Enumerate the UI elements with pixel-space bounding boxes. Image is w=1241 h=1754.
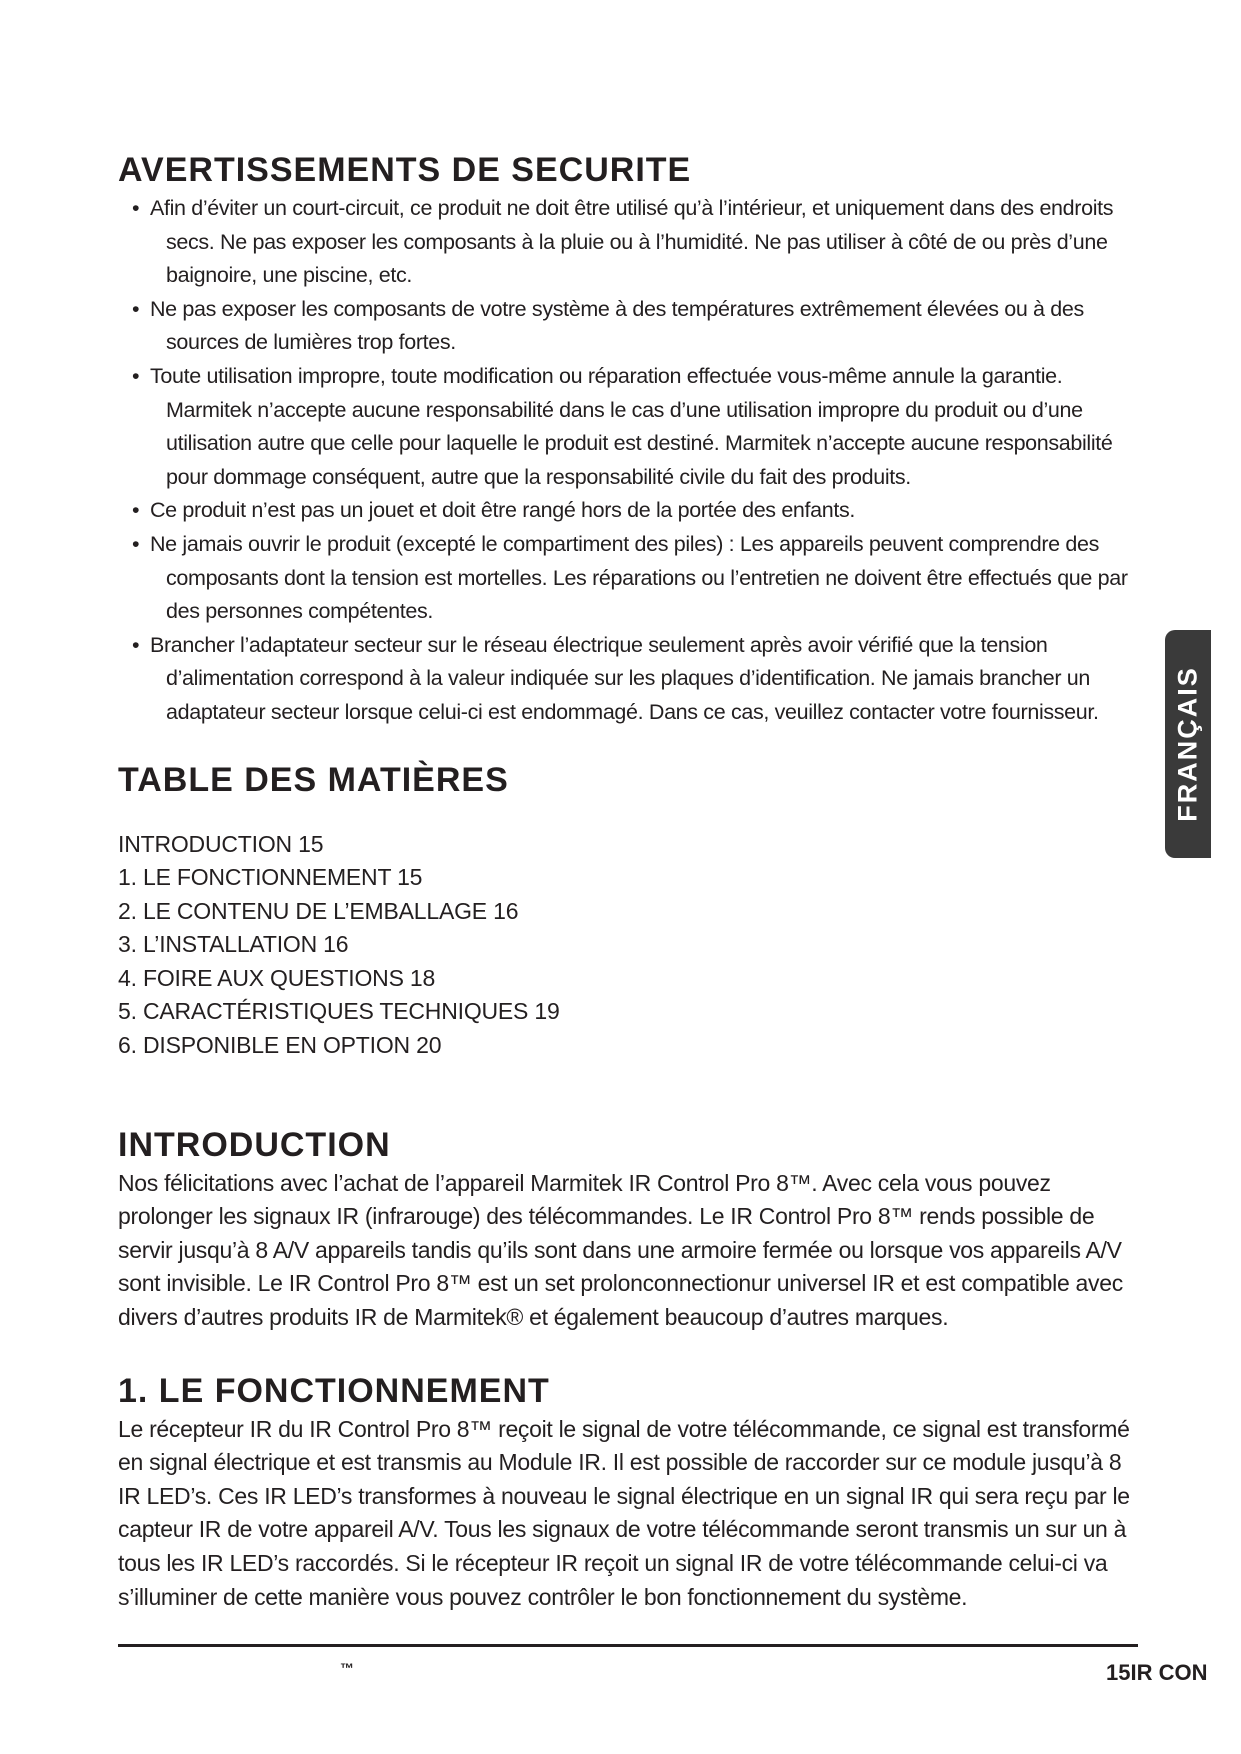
footer-page-label: 15IR CON xyxy=(1106,1660,1208,1685)
warnings-list xyxy=(118,192,1138,730)
warning-item xyxy=(118,629,1138,730)
fonctionnement-title: 1. LE FONCTIONNEMENT xyxy=(118,1371,550,1410)
bullet-icon: • xyxy=(132,196,140,220)
toc-title: TABLE DES MATIÈRES xyxy=(118,760,509,799)
bullet-icon: • xyxy=(132,531,140,556)
table-of-contents xyxy=(118,828,1138,1063)
warnings-title: AVERTISSEMENTS DE SECURITE xyxy=(118,151,692,189)
footer-divider xyxy=(118,1644,1138,1647)
toc-item-introduction: INTRODUCTION 15 xyxy=(118,830,324,857)
bullet-icon: • xyxy=(132,363,140,388)
footer-trademark: ™ xyxy=(340,1660,354,1676)
language-tab xyxy=(1165,630,1211,858)
toc-item-option: 6. DISPONIBLE EN OPTION 20 xyxy=(118,1032,442,1059)
warning-text: Toute utilisation impropre, toute modification ou réparation effectuée vous-même annule la garantie. Marmitek n’accepte aucune responsabilité dans le cas d’une utilisation impropre du produit ou d’une utilisation autre que celle pour laquelle le produit est destiné. Marmitek n’accepte aucune responsabilité pour dommage conséquent, autre que la responsabilité civile du fait des produits. xyxy=(150,363,1113,489)
toc-item-faq: 4. FOIRE AUX QUESTIONS 18 xyxy=(118,964,436,991)
bullet-icon: • xyxy=(132,498,140,523)
warning-text: Brancher l’adaptateur secteur sur le réseau électrique seulement après avoir vérifié que la tension d’alimentation correspond à la valeur indiquée sur les plaques d’identification. Ne jamais brancher un adaptateur secteur lorsque celui-ci est endommagé. Dans ce cas, veuillez contacter votre fournisseur. xyxy=(150,632,1099,724)
introduction-title: INTRODUCTION xyxy=(118,1125,391,1164)
toc-item-contenu: 2. LE CONTENU DE L’EMBALLAGE 16 xyxy=(118,897,519,924)
warning-text: Afin d’éviter un court-circuit, ce produit ne doit être utilisé qu’à l’intérieur, et uniquement dans des endroits secs. Ne pas exposer les composants à la pluie ou à l’humidité. Ne pas utiliser à côté de ou près d’une baignoire, une piscine, etc. xyxy=(150,196,1114,288)
language-tab-label: FRANÇAIS xyxy=(1172,666,1203,822)
toc-item-caracteristiques: 5. CARACTÉRISTIQUES TECHNIQUES 19 xyxy=(118,998,560,1025)
fonctionnement-text: Le récepteur IR du IR Control Pro 8™ reçoit le signal de votre télécommande, ce signal est transformé en signal électrique et est transmis au Module IR. Il est possible de raccorder sur ce module jusqu’à 8 IR LED’s. Ces IR LED’s transformes à nouveau le signal électrique en un signal IR qui sera reçu par le capteur IR de votre appareil A/V. Tous les signaux de votre télécommande seront transmis un sur un à tous les IR LED’s raccordés. Si le récepteur IR reçoit un signal IR de votre télécommande celui-ci va s’illuminer de cette manière vous pouvez contrôler le bon fonctionnement du système. xyxy=(118,1415,1130,1610)
toc-item-fonctionnement: 1. LE FONCTIONNEMENT 15 xyxy=(118,864,423,891)
warning-item xyxy=(118,494,1138,528)
warning-text: Ne pas exposer les composants de votre système à des températures extrêmement élevées ou à des sources de lumières trop fortes. xyxy=(150,296,1084,355)
introduction-text: Nos félicitations avec l’achat de l’appareil Marmitek IR Control Pro 8™. Avec cela vous pouvez prolonger les signaux IR (infrarouge) des télécommandes. Le IR Control Pro 8™ rends possible de servir jusqu’à 8 A/V appareils tandis qu’ils sont dans une armoire fermée ou lorsque vos appareils A/V sont invisible. Le IR Control Pro 8™ est un set prolonconnectionur universel IR et est compatible avec divers d’autres produits IR de Marmitek® et également beaucoup d’autres marques. xyxy=(118,1169,1123,1331)
warning-item xyxy=(118,293,1138,360)
warning-text: Ce produit n’est pas un jouet et doit être rangé hors de la portée des enfants. xyxy=(150,498,856,523)
toc-item-installation: 3. L’INSTALLATION 16 xyxy=(118,931,349,958)
warning-item xyxy=(118,192,1138,293)
warning-item xyxy=(118,528,1138,629)
bullet-icon: • xyxy=(132,296,140,321)
warning-text: Ne jamais ouvrir le produit (excepté le compartiment des piles) : Les appareils peuvent comprendre des composants dont la tension est mortelles. Les réparations ou l’entretien ne doivent être effectués que par des personnes compétentes. xyxy=(150,531,1128,624)
warning-item xyxy=(118,360,1138,494)
page-content xyxy=(118,148,1138,1614)
bullet-icon: • xyxy=(132,632,140,657)
